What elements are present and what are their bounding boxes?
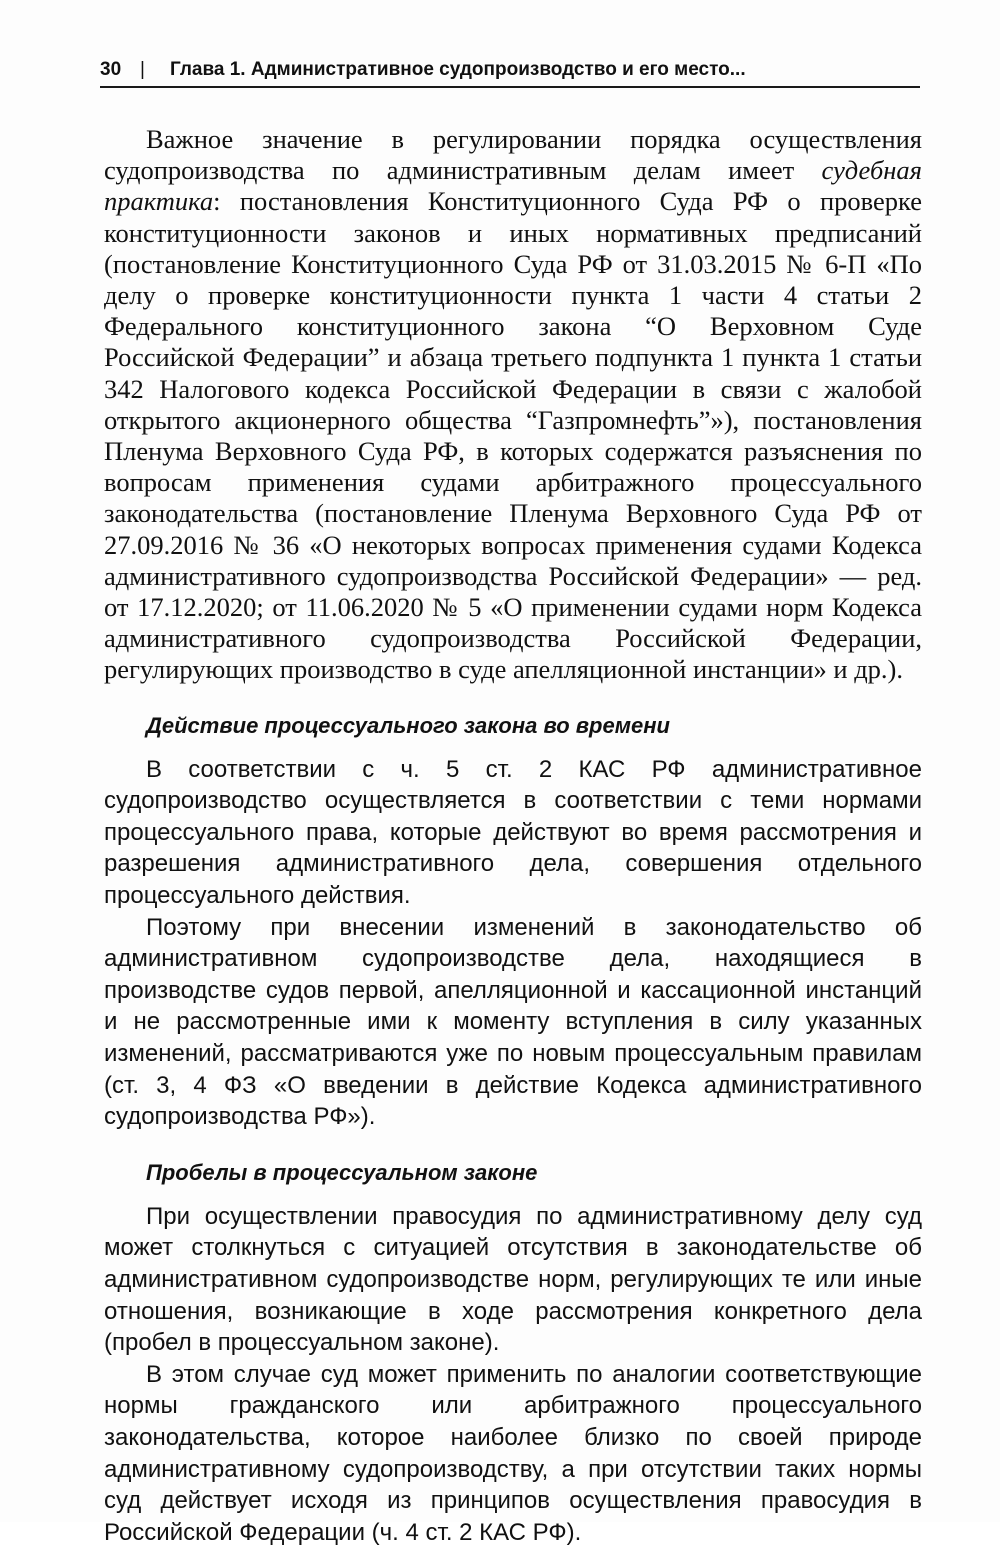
section-gaps-paragraph-2: В этом случае суд может применить по аналогии соответствующие нормы гражданского или арбитражного процессуального законодательства, которое наиболее близко по своей природе административному судопроизводству, а при отсутствии таких нормы суд действует исходя из принципов осуществления правосудия в Российской Федерации (ч. 4 ст. 2 КАС РФ). — [104, 1360, 922, 1546]
intro-paragraph — [104, 124, 922, 686]
page-number: 30 — [100, 59, 122, 80]
section-time-paragraph-1: В соответствии с ч. 5 ст. 2 КАС РФ административное судопроизводство осуществляется в соответствии с теми нормами процессуального права, которые действуют во время рассмотрения и разрешения административного дела, совершения отдельного процессуального действия. — [104, 755, 922, 910]
running-header — [100, 58, 920, 88]
section-heading-gaps: Пробелы в процессуальном законе — [146, 1159, 538, 1185]
intro-text-start: Важное значение в регулировании порядка осуществления судопроизводства по административным делам имеет — [104, 124, 922, 186]
intro-emphasis: судебная практика — [104, 155, 922, 217]
page-body — [104, 124, 922, 1548]
section-time-paragraph-2: Поэтому при внесении изменений в законодательство об административном судопроизводстве дела, находящиеся в производстве судов первой, апелляционной и кассационной инстанций и не рассмотренные ими к моменту вступления в силу указанных изменений, рассматриваются уже по новым процессуальным правилам (ст. 3, 4 ФЗ «О введении в действие Кодекса административного судопроизводства РФ»). — [104, 913, 922, 1131]
header-separator: | — [140, 59, 145, 80]
intro-text-rest: : постановления Конституционного Суда РФ о проверке конституционности законов и иных нормативных предписаний (постановление Конституционного Суда РФ от 31.03.2015 № 6-П «По делу о проверке конституционности пункта 1 части 4 статьи 2 Федерального конституционного закона “О Верховном Суде Российской Федерации” и абзаца третьего подпункта 1 пункта 1 статьи 342 Налогового кодекса Российской Федерации в связи с жалобой открытого акционерного общества “Газпромнефть”»), постановления Пленума Верховного Суда РФ, в которых содержатся разъяснения по вопросам применения судами арбитражного процессуального законодательства (постановление Пленума Верховного Суда РФ от 27.09.2016 № 36 «О некоторых вопросах применения судами Кодекса административного судопроизводства Российской Федерации» — ред. от 17.12.2020; от 11.06.2020 № 5 «О применении судами норм Кодекса административного судопроизводства Российской Федерации, регулирующих производство в суде апелляционной инстанции» и др.). — [104, 186, 922, 685]
section-gaps-paragraph-1: При осуществлении правосудия по административному делу суд может столкнуться с ситуацией отсутствия в законодательстве об административном судопроизводстве норм, регулирующих те или иные отношения, возникающие в ходе рассмотрения конкретного дела (пробел в процессуальном законе). — [104, 1202, 922, 1357]
chapter-title: Глава 1. Административное судопроизводство и его место... — [170, 59, 746, 80]
section-heading-time: Действие процессуального закона во времени — [146, 712, 670, 738]
